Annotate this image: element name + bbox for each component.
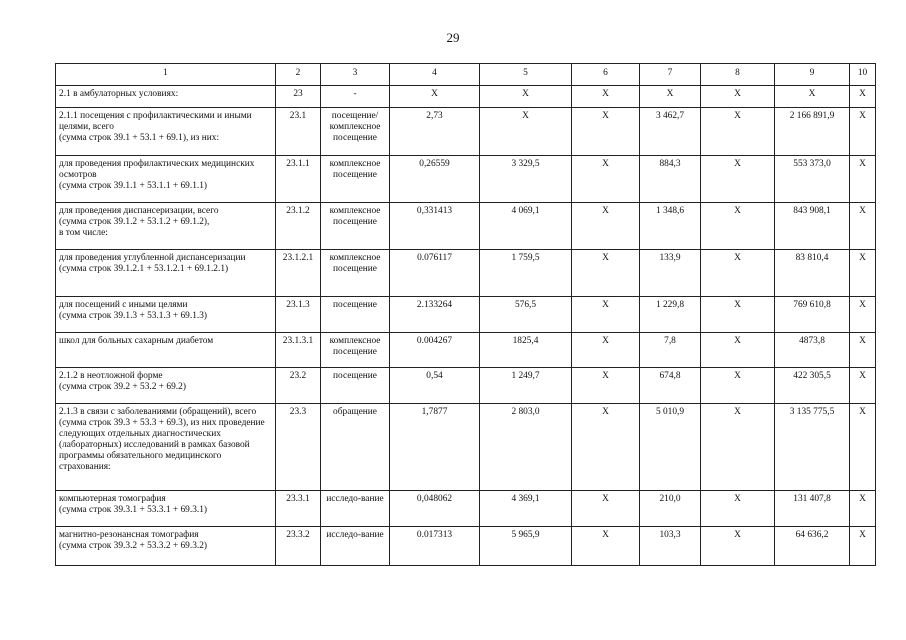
table-cell: 1 229,8 (640, 297, 701, 333)
table-cell: 4 069,1 (480, 203, 572, 250)
table-cell: X (640, 86, 701, 108)
table-cell: 7,8 (640, 333, 701, 368)
table-cell: 23.1 (276, 108, 321, 156)
header-cell: 2 (276, 64, 321, 86)
table-cell: 23.1.2 (276, 203, 321, 250)
table-cell: X (572, 250, 640, 297)
table-cell: X (572, 404, 640, 491)
table-cell: 23.1.2.1 (276, 250, 321, 297)
header-cell: 9 (775, 64, 850, 86)
page-number: 29 (446, 30, 460, 45)
table-cell: 23 (276, 86, 321, 108)
table-cell: 2,73 (390, 108, 480, 156)
row-label-cell: для посещений с иными целями (сумма строк 39.1.3 + 53.1.3 + 69.1.3) (56, 297, 276, 333)
table-cell: 0.004267 (390, 333, 480, 368)
table-cell: X (572, 203, 640, 250)
table-cell: комплексное посещение (321, 203, 390, 250)
table-cell: исследо-вание (321, 527, 390, 566)
row-label-cell: 2.1.3 в связи с заболеваниями (обращений), всего (сумма строк 39.3 + 53.3 + 69.3), из них проведение следующих отдельных диагностических (лабораторных) исследований в рамках базовой программы обязательного медицинского страхования: (56, 404, 276, 491)
header-cell: 10 (850, 64, 876, 86)
table-cell: X (572, 368, 640, 404)
table-cell: 5 965,9 (480, 527, 572, 566)
table-cell: X (850, 297, 876, 333)
table-cell: 843 908,1 (775, 203, 850, 250)
table-row (56, 527, 876, 566)
table-cell: X (572, 108, 640, 156)
table-cell: X (701, 203, 775, 250)
row-label-cell: для проведения профилактических медицинских осмотров (сумма строк 39.1.1 + 53.1.1 + 69.1.1) (56, 156, 276, 203)
table-cell: 0,26559 (390, 156, 480, 203)
row-label-cell: магнитно-резонансная томография (сумма строк 39.3.2 + 53.3.2 + 69.3.2) (56, 527, 276, 566)
table-row (56, 156, 876, 203)
table-row (56, 203, 876, 250)
table-cell: комплексное посещение (321, 156, 390, 203)
table-cell: X (850, 203, 876, 250)
table-cell: 23.1.3 (276, 297, 321, 333)
table-cell: X (701, 368, 775, 404)
table-cell: посещение (321, 368, 390, 404)
header-cell: 8 (701, 64, 775, 86)
header-cell: 7 (640, 64, 701, 86)
table-cell: X (850, 527, 876, 566)
table-cell: 23.2 (276, 368, 321, 404)
table-cell: 674,8 (640, 368, 701, 404)
table-cell: X (701, 404, 775, 491)
table-cell: 553 373,0 (775, 156, 850, 203)
table-cell: X (701, 86, 775, 108)
tariff-table (55, 63, 876, 566)
table-cell: 23.3 (276, 404, 321, 491)
table-cell: 1 759,5 (480, 250, 572, 297)
table-cell: 1 348,6 (640, 203, 701, 250)
table-cell: X (701, 250, 775, 297)
row-label-cell: компьютерная томография (сумма строк 39.3.1 + 53.3.1 + 69.3.1) (56, 491, 276, 527)
header-row (56, 64, 876, 86)
table-cell: 2 166 891,9 (775, 108, 850, 156)
row-label-cell: 2.1 в амбулаторных условиях: (56, 86, 276, 108)
table-cell: X (701, 297, 775, 333)
table-cell: 4 369,1 (480, 491, 572, 527)
table-cell: X (850, 333, 876, 368)
table-cell: X (775, 86, 850, 108)
table-cell: X (572, 86, 640, 108)
table-cell: 1 249,7 (480, 368, 572, 404)
table-row (56, 86, 876, 108)
table-cell: 0,54 (390, 368, 480, 404)
table-cell: 422 305,5 (775, 368, 850, 404)
table-cell: 131 407,8 (775, 491, 850, 527)
table-cell: 4873,8 (775, 333, 850, 368)
table-row (56, 108, 876, 156)
table-cell: X (850, 250, 876, 297)
table-row (56, 491, 876, 527)
table-row (56, 250, 876, 297)
table-cell: 0.076117 (390, 250, 480, 297)
table-cell: 23.3.1 (276, 491, 321, 527)
table-cell: 769 610,8 (775, 297, 850, 333)
table-cell: 23.1.1 (276, 156, 321, 203)
row-label-cell: 2.1.2 в неотложной форме (сумма строк 39.2 + 53.2 + 69.2) (56, 368, 276, 404)
table-cell: X (701, 527, 775, 566)
table-cell: X (572, 527, 640, 566)
table-row (56, 297, 876, 333)
table-cell: посещение (321, 297, 390, 333)
table-cell: исследо-вание (321, 491, 390, 527)
table-cell: 0,048062 (390, 491, 480, 527)
table-cell: X (572, 297, 640, 333)
table-cell: 23.3.2 (276, 527, 321, 566)
table-cell: посещение/ комплексное посещение (321, 108, 390, 156)
header-cell: 3 (321, 64, 390, 86)
table-cell: X (572, 491, 640, 527)
table-cell: X (850, 108, 876, 156)
table-cell: 1825,4 (480, 333, 572, 368)
table-cell: 0.017313 (390, 527, 480, 566)
header-cell: 4 (390, 64, 480, 86)
table-cell: X (480, 86, 572, 108)
table-row (56, 404, 876, 491)
table-cell: 210,0 (640, 491, 701, 527)
table-cell: X (390, 86, 480, 108)
table-cell: X (572, 333, 640, 368)
table-cell: X (480, 108, 572, 156)
table-cell: комплексное посещение (321, 333, 390, 368)
row-label-cell: школ для больных сахарным диабетом (56, 333, 276, 368)
table-cell: X (572, 156, 640, 203)
table-cell: X (850, 404, 876, 491)
table-cell: X (701, 491, 775, 527)
row-label-cell: 2.1.1 посещения с профилактическими и иными целями, всего (сумма строк 39.1 + 53.1 + 69.1), из них: (56, 108, 276, 156)
header-cell: 1 (56, 64, 276, 86)
table-cell: 23.1.3.1 (276, 333, 321, 368)
table-cell: X (850, 156, 876, 203)
table-cell: 2.133264 (390, 297, 480, 333)
table-cell: 2 803,0 (480, 404, 572, 491)
table-cell: X (850, 86, 876, 108)
table-cell: X (701, 108, 775, 156)
table-cell: - (321, 86, 390, 108)
table-cell: X (850, 491, 876, 527)
table-cell: 5 010,9 (640, 404, 701, 491)
table-cell: 3 135 775,5 (775, 404, 850, 491)
table-cell: комплексное посещение (321, 250, 390, 297)
table-cell: 103,3 (640, 527, 701, 566)
table-cell: X (701, 333, 775, 368)
table-row (56, 333, 876, 368)
table-cell: 3 329,5 (480, 156, 572, 203)
table-cell: X (850, 368, 876, 404)
table-cell: 3 462,7 (640, 108, 701, 156)
table-row (56, 368, 876, 404)
header-cell: 6 (572, 64, 640, 86)
table-cell: 884,3 (640, 156, 701, 203)
header-cell: 5 (480, 64, 572, 86)
table-cell: 83 810,4 (775, 250, 850, 297)
table-cell: 0,331413 (390, 203, 480, 250)
row-label-cell: для проведения углубленной диспансеризации (сумма строк 39.1.2.1 + 53.1.2.1 + 69.1.2.1) (56, 250, 276, 297)
table-cell: 64 636,2 (775, 527, 850, 566)
table-cell: X (701, 156, 775, 203)
table-cell: 133,9 (640, 250, 701, 297)
table-cell: обращение (321, 404, 390, 491)
table-cell: 576,5 (480, 297, 572, 333)
row-label-cell: для проведения диспансеризации, всего (сумма строк 39.1.2 + 53.1.2 + 69.1.2), в том числе: (56, 203, 276, 250)
table-cell: 1,7877 (390, 404, 480, 491)
